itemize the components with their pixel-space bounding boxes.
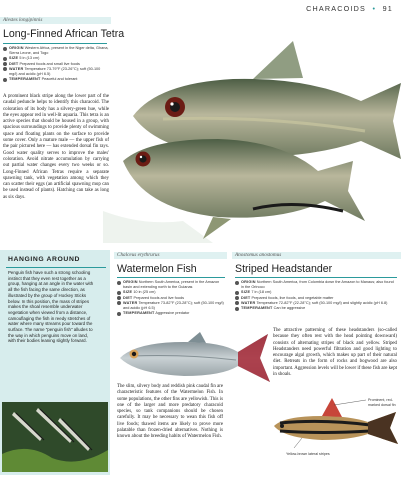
fact-list-watermelon xyxy=(117,280,227,316)
food-icon xyxy=(3,62,7,66)
fact-water: WATER Temperature 73-82°F (23-28°C); soft (50-100 mg/l) and acidic (pH 6.5) xyxy=(117,301,227,311)
ruler-icon xyxy=(235,291,239,295)
fact-list-headstander xyxy=(235,280,397,311)
fin-callout-line xyxy=(334,400,366,405)
fact-temperament: TEMPERAMENT Can be aggressive xyxy=(235,306,397,311)
temperament-icon xyxy=(117,312,121,316)
globe-icon xyxy=(235,281,239,285)
fact-temperament: TEMPERAMENT Peaceful and tolerant xyxy=(3,77,109,82)
fact-water: WATER Temperature 73-79°F (23-26°C); soft (50-100 mg/l) and acidic (pH 6.5) xyxy=(3,67,109,77)
thermometer-icon xyxy=(117,301,121,305)
thermometer-icon xyxy=(3,67,7,71)
fact-origin: ORIGIN Western Africa, present in the Niger delta, Ghana, Sierra Leone, and Togo xyxy=(3,46,109,56)
panel-rule xyxy=(6,267,106,268)
ruler-icon xyxy=(3,57,7,61)
latin-name-tetra: Alestes longipinnis xyxy=(0,17,111,24)
globe-icon xyxy=(3,47,7,51)
page-number: 91 xyxy=(382,4,393,13)
title-rule-tetra xyxy=(3,43,107,44)
fact-diet: DIET Prepared foods and live foods xyxy=(117,296,227,301)
thermometer-icon xyxy=(235,301,239,305)
fact-size: SIZE 5 in (13 cm) xyxy=(3,56,109,61)
panel-title: HANGING AROUND xyxy=(8,256,80,263)
stripe-callout-line xyxy=(294,438,302,448)
watermelon-fish-photo xyxy=(114,330,272,386)
fact-size: SIZE 7 in (18 cm) xyxy=(235,290,397,295)
section-name: CHARACOIDS xyxy=(306,4,367,13)
species-title-watermelon: Watermelon Fish xyxy=(117,263,197,275)
globe-icon xyxy=(117,281,121,285)
temperament-icon xyxy=(235,307,239,311)
fact-diet: DIET Prepared foods and small live foods xyxy=(3,62,109,67)
fact-diet: DIET Prepared foods, live foods, and vegetable matter xyxy=(235,296,397,301)
panel-text: Penguin fish have such a strong schooling instinct that they even rest together as a group, hanging at an angle in the water with all the fish facing the same direction, as illustrated by the group of Hockey Sticks below. In this position, the mass of stripes makes the shoal resemble underwater vegetation when viewed from a distance, camouflaging the fish in reedy stretches of water where many streams pour toward the surface. The name "penguin fish" alludes to the way in which penguins move on land, with their bodies leaning slightly forward. xyxy=(8,270,94,344)
fact-temperament: TEMPERAMENT Aggressive predator xyxy=(117,311,227,316)
fact-size: SIZE 10 in (25 cm) xyxy=(117,290,227,295)
tetra-photo xyxy=(103,21,401,243)
hockey-stick-photo xyxy=(2,402,108,472)
header-bullet: • xyxy=(369,4,380,13)
title-rule-watermelon xyxy=(117,277,225,278)
running-header xyxy=(306,4,393,13)
food-icon xyxy=(235,296,239,300)
latin-name-headstander: Anostomus anostomus xyxy=(232,252,401,259)
fact-water: WATER Temperature 72-82°F (22-28°C); soft (50-100 mg/l) and slightly acidic (pH 6.8) xyxy=(235,301,397,306)
temperament-icon xyxy=(3,78,7,82)
food-icon xyxy=(117,296,121,300)
fact-origin: ORIGIN Northern South America, present in the Amazon basin and extending north to the Guianas xyxy=(117,280,227,290)
species-title-tetra: Long-Finned African Tetra xyxy=(3,28,125,40)
title-rule-headstander xyxy=(235,277,397,278)
fact-list-tetra xyxy=(3,46,109,82)
watermelon-fish xyxy=(120,332,270,382)
callout-dorsal-fin: Prominent, red-marked dorsal fin xyxy=(368,398,396,407)
latin-name-watermelon: Chalceus erythrurus xyxy=(114,252,227,259)
species-title-headstander: Striped Headstander xyxy=(235,263,333,275)
fact-origin: ORIGIN Northern South America, from Colombia down the Amazon to Manaus; also found in the Orinoco xyxy=(235,280,397,290)
ruler-icon xyxy=(117,291,121,295)
body-text-tetra: A prominent black stripe along the lower part of the caudal peduncle helps to identify this characoid. The coloration of its body has a silvery-green hue, while the eyes appear red in well-lit aquaria. This tetra is an active species that should be housed in a group, with spacious surroundings to provide plenty of swimming space and floating plants on the surface to provide some cover. Only a mature male — the upper fish of the pair pictured here — has extended dorsal fin rays. Good water quality serves to improve the males' coloration. Avoid nitrate accumulation by carrying out partial water changes every two weeks or so. Long-Finned African Tetras require a separate spawning tank, with vegetation among which they can scatter their eggs (an artificial spawning mop can be used instead of plants). Hatching can take as long as six days. xyxy=(3,94,109,200)
hanging-around-panel xyxy=(0,250,110,475)
body-text-headstander: The attractive patterning of these headstanders (so-called because they often rest with the head pointing downward) consists of alternating stripes of black and yellow. Striped Headstanders need powerful filtration and good lighting to encourage algal growth, which makes up part of their natural diet. Retreats in the form of rocks and bogwood are also important. Aggression levels will be lower if these fish are kept in shoals. xyxy=(273,328,398,378)
body-text-watermelon: The slim, silvery body and reddish pink caudal fin are characteristic features of the Watermelon Fish. In some populations, the other fins are yellowish. This is one of the larger and more predatory characoid species, so tank companions should be chosen carefully. It may be necessary to wean this fish off live foods; thawed items are likely to prove more palatable than frozen-dried alternatives. Nothing is known about the breeding habits of Watermelon Fish. xyxy=(117,384,223,440)
callout-lateral-stripes: Yellow-brown lateral stripes xyxy=(286,452,330,456)
